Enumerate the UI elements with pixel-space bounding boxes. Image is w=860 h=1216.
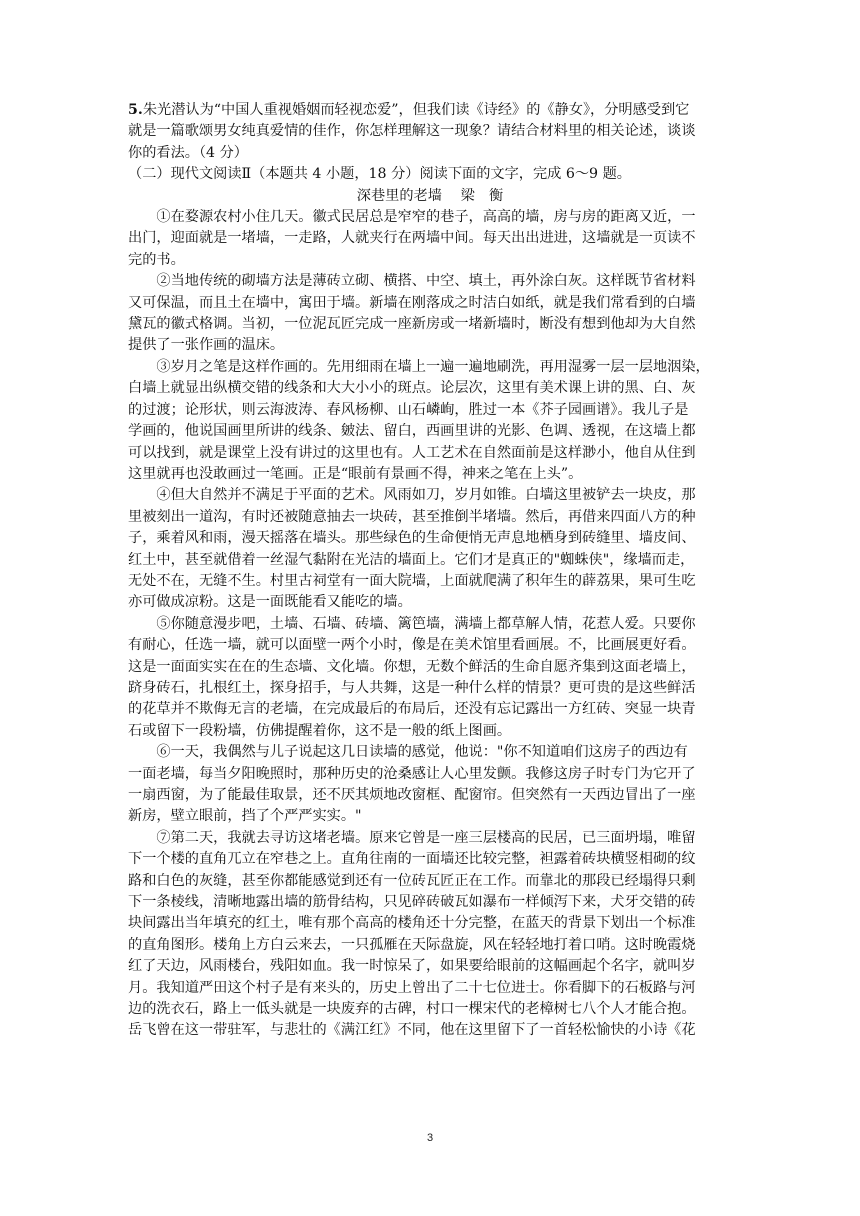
paragraph-7-line: 边的洗衣石，路上一低头就是一块废弃的古碑，村口一棵宋代的老樟树七八个人才能合抱。 [128, 1001, 696, 1018]
question-5-line-1 [128, 100, 732, 121]
paragraph-6-line: 新房，壁立眼前，挡了个严严实实。" [128, 808, 362, 825]
paragraph-4-line: 子，乘着风和雨，漫天摇落在墙头。那些绿色的生命便悄无声息地栖身到砖缝里、墙皮间、 [128, 530, 696, 547]
paragraph-6-line: 一面老墙，每当夕阳晚照时，那种历史的沧桑感让人心里发颤。我修这房子时专门为它开了 [128, 765, 696, 782]
paragraph-5-line: 有耐心，任选一墙，就可以面壁一两个小时，像是在美术馆里看画展。不，比画展更好看。 [128, 637, 696, 654]
paragraph-7-line: 块间露出当年填充的红土，唯有那个高高的楼角还十分完整，在蓝天的背景下划出一个标准 [128, 915, 696, 932]
paragraph-5-line: ⑤你随意漫步吧，土墙、石墙、砖墙、篱笆墙，满墙上都草解人情，花惹人爱。只要你 [156, 615, 696, 632]
paragraph-7-line: 红了天边，风雨楼台，残阳如血。我一时惊呆了，如果要给眼前的这幅画起个名字，就叫岁 [128, 958, 696, 975]
paragraph-4-line: 红土中，甚至就借着一丝湿气黏附在光洁的墙面上。它们才是真正的"蜘蛛侠"，缘墙而走， [128, 551, 695, 568]
paragraph-3-line: 的过渡；论形状，则云海波涛、春风杨柳、山石嶙峋，胜过一本《芥子园画谱》。我儿子是 [128, 401, 689, 418]
paragraph-6-line: ⑥一天，我偶然与儿子说起这几日读墙的感觉，他说："你不知道咱们这房子的西边有 [156, 744, 688, 761]
page-content [128, 100, 732, 1042]
paragraph-7-line: 路和白色的灰缝，甚至你都能感觉到还有一位砖瓦匠正在工作。而靠北的那段已经塌得只剩 [128, 872, 696, 889]
paragraph-2-line: 又可保温，而且土在墙中，寓田于墙。新墙在刚落成之时洁白如纸，就是我们常看到的白墙 [128, 294, 696, 311]
paragraph-5-line: 石或留下一段粉墙，仿佛提醒着你，这不是一般的纸上图画。 [128, 722, 512, 739]
paragraph-4-line: 无处不在，无缝不生。村里古祠堂有一面大院墙，上面就爬满了积年生的薜荔果，果可生吃 [128, 572, 696, 589]
page-number: 3 [426, 1132, 434, 1144]
paragraph-1-line: 完的书。 [128, 251, 185, 268]
paragraph-3-line: ③岁月之笔是这样作画的。先用细雨在墙上一遍一遍地刷洗，再用湿雾一层一层地洇染， [156, 358, 710, 375]
paragraph-3-line: 这里就再也没敢画过一笔画。正是“眼前有景画不得，神来之笔在上头”。 [128, 465, 583, 482]
paragraph-7-line: 下一条棱线，清晰地露出墙的筋骨结构，只见碎砖破瓦如瀑布一样倾泻下来，犬牙交错的砖 [128, 894, 696, 911]
paragraph-7-line: 月。我知道严田这个村子是有来头的，历史上曾出了二十七位进士。你看脚下的石板路与河 [128, 979, 696, 996]
paragraph-7-line: ⑦第二天，我就去寻访这堵老墙。原来它曾是一座三层楼高的民居，已三面坍塌，唯留 [156, 829, 696, 846]
paragraph-2-line: 黛瓦的徽式格调。当初，一位泥瓦匠完成一座新房或一堵新墙时，断没有想到他却为大自然 [128, 316, 696, 333]
paragraph-1-line: 出门，迎面就是一堵墙，一走路，人就夹行在两墙中间。每天出出进进，这墙就是一页读不 [128, 230, 696, 247]
paragraph-1-line: ①在婺源农村小住几天。徽式民居总是窄窄的巷子，高高的墙，房与房的距离又近，一 [156, 209, 696, 226]
paragraph-7-line: 下一个楼的直角兀立在窄巷之上。直角往南的一面墙还比较完整，袒露着砖块横竖相砌的纹 [128, 851, 696, 868]
paragraph-4-line: 亦可做成凉粉。这是一面既能看又能吃的墙。 [128, 594, 412, 611]
paragraph-4-line: ④但大自然并不满足于平面的艺术。风雨如刀，岁月如锥。白墙这里被铲去一块皮，那 [156, 487, 696, 504]
paragraph-7-line: 的直角图形。楼角上方白云来去，一只孤雁在天际盘旋，风在轻轻地打着口哨。这时晚霞烧 [128, 936, 696, 953]
article-title: 深巷里的老墙 梁 衡 [356, 187, 504, 204]
question-5-number: 5. [128, 102, 143, 118]
question-5-text: 你的看法。 [128, 144, 199, 161]
paragraph-3-line: 白墙上就显出纵横交错的线条和大大小小的斑点。论层次，这里有美术课上讲的黑、白、灰 [128, 380, 696, 397]
paragraph-5-line: 这是一面面实实在在的生态墙、文化墙。你想，无数个鲜活的生命自愿齐集到这面老墙上， [128, 658, 696, 675]
paragraph-3-line: 可以找到，就是课堂上没有讲过的这里也有。人工艺术在自然面前是这样渺小，他自从住到 [128, 444, 696, 461]
question-5-line-3 [128, 143, 732, 164]
paragraph-4-line: 里被刻出一道沟，有时还被随意抽去一块砖，甚至推倒半堵墙。然后，再借来四面八方的种 [128, 508, 696, 525]
paragraph-5-line: 跻身砖石，扎根红土，探身招手，与人共舞，这是一种什么样的情景？更可贵的是这些鲜活 [128, 679, 696, 696]
paragraph-2-line: 提供了一张作画的温床。 [128, 337, 285, 354]
paragraph-3-line: 学画的，他说国画里所讲的线条、皴法、留白，西画里讲的光影、色调、透视，在这墙上都 [128, 423, 696, 440]
paragraph-5-line: 的花草并不欺侮无言的老墙，在完成最后的布局后，还没有忘记露出一方红砖、突显一块青 [128, 701, 696, 718]
paragraph-6-line: 一扇西窗，为了能最佳取景，还不厌其烦地改窗框、配窗帘。但突然有一天西边冒出了一座 [128, 787, 696, 803]
question-5-text: 朱光潜认为“中国人重视婚姻而轻视恋爱”，但我们读《诗经》的《静女》，分明感受到它 [142, 102, 690, 118]
paragraph-2-line: ②当地传统的砌墙方法是薄砖立砌、横搭、中空、填土，再外涂白灰。这样既节省材料 [156, 273, 696, 290]
paragraph-7-line: 岳飞曾在这一带驻军，与悲壮的《满江红》不同，他在这里留下了一首轻松愉快的小诗《花 [128, 1022, 696, 1039]
section-header: （二）现代文阅读Ⅱ（本题共 4 小题，18 分）阅读下面的文字，完成 6～9 题。 [128, 166, 631, 183]
question-5-line-2: 就是一篇歌颂男女纯真爱情的佳作，你怎样理解这一现象？请结合材料里的相关论述，谈谈 [128, 123, 696, 140]
article-body [128, 207, 732, 1042]
question-5-score: （4 分） [198, 144, 248, 161]
